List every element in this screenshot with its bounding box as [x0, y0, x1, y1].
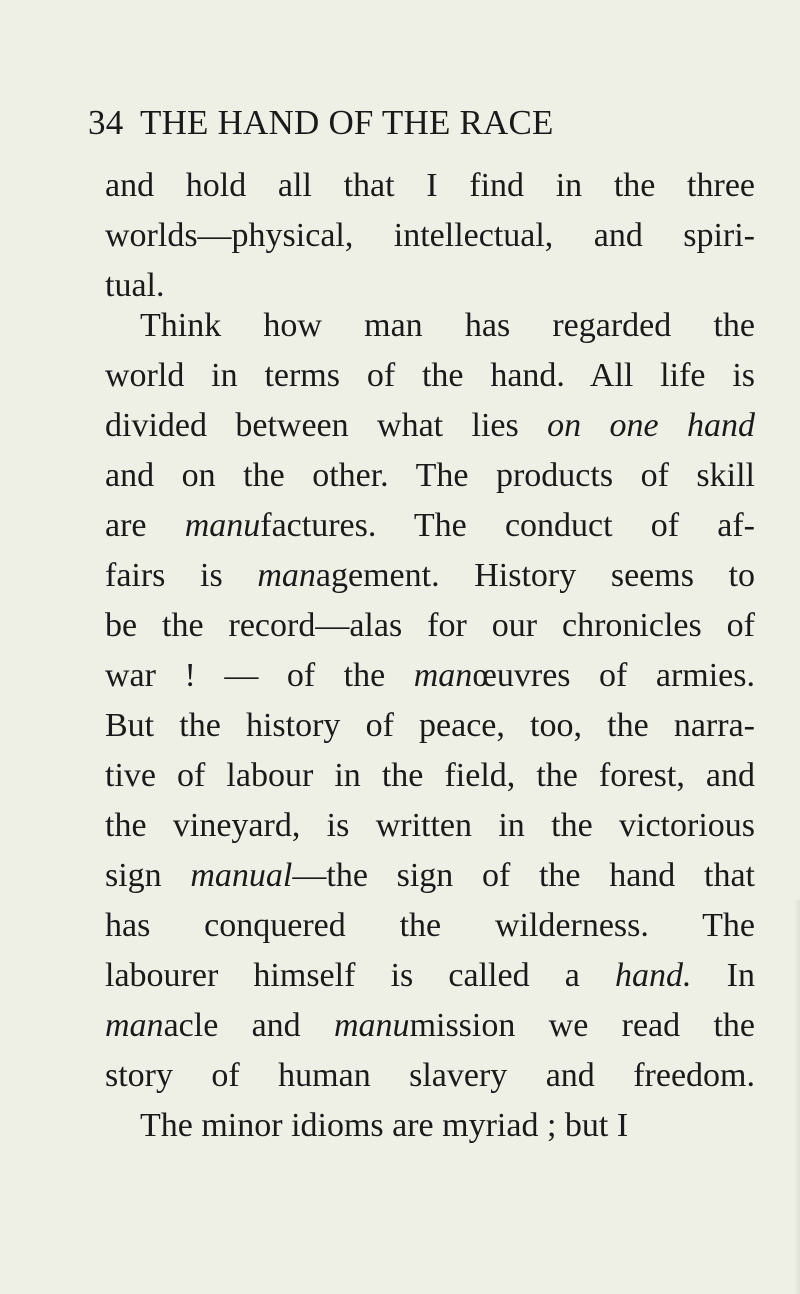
text-run: and hold all that I find in the three [105, 167, 755, 204]
page-edge [794, 900, 800, 1294]
text-run: worlds—physical, intellectual, and spiri- [105, 217, 755, 254]
text-run: tive of labour in the field, the forest, and [105, 757, 755, 794]
text-run: agement. History seems to [315, 557, 756, 594]
text-line [105, 803, 755, 849]
text-line [105, 213, 755, 259]
italic-text: manu [184, 507, 261, 544]
text-run: are [105, 507, 185, 544]
text-run: be the record—alas for our chronicles of [105, 607, 755, 644]
text-run: and on the other. The products of skill [105, 457, 755, 494]
text-line [105, 503, 755, 549]
text-line [105, 1003, 755, 1049]
text-run: mission we read the [409, 1007, 755, 1044]
text-run: tual. [105, 267, 165, 304]
text-run: The minor idioms are myriad ; but I [140, 1107, 629, 1144]
text-line [140, 1103, 755, 1149]
text-run: divided between what lies [105, 407, 548, 444]
italic-text: manual [190, 857, 293, 894]
text-run: war ! — of the [105, 657, 414, 694]
text-run: But the history of peace, too, the narra- [105, 707, 755, 744]
text-line [105, 453, 755, 499]
text-line [105, 753, 755, 799]
text-run: the vineyard, is written in the victorious [105, 807, 755, 844]
running-title: THE HAND OF THE RACE [140, 103, 554, 142]
text-run: world in terms of the hand. All life is [105, 357, 755, 394]
italic-text: man [105, 1007, 164, 1044]
italic-text: on one hand [547, 407, 755, 444]
italic-text: manu [334, 1007, 410, 1044]
italic-text: man [257, 557, 316, 594]
text-line [105, 953, 755, 999]
text-line [105, 903, 755, 949]
text-line [105, 703, 755, 749]
text-line [105, 853, 755, 899]
text-run: In [691, 957, 755, 994]
text-line [105, 403, 755, 449]
italic-text: hand. [615, 957, 692, 994]
text-line [140, 303, 755, 349]
text-line [105, 603, 755, 649]
text-run: has conquered the wilderness. The [105, 907, 755, 944]
text-line [105, 1053, 755, 1099]
text-line [105, 163, 755, 209]
text-run: Think how man has regarded the [140, 307, 755, 344]
text-run: fairs is [105, 557, 258, 594]
text-run: factures. The conduct of af- [260, 507, 755, 544]
text-run: —the sign of the hand that [292, 857, 755, 894]
text-run: labourer himself is called a [105, 957, 615, 994]
text-line [105, 553, 755, 599]
text-run: acle and [163, 1007, 334, 1044]
text-run: œuvres of armies. [472, 657, 755, 694]
page-number: 34 [88, 103, 124, 142]
text-run: sign [105, 857, 191, 894]
text-line [105, 353, 755, 399]
text-line [105, 653, 755, 699]
text-run: story of human slavery and freedom. [105, 1057, 755, 1094]
italic-text: man [413, 657, 473, 694]
